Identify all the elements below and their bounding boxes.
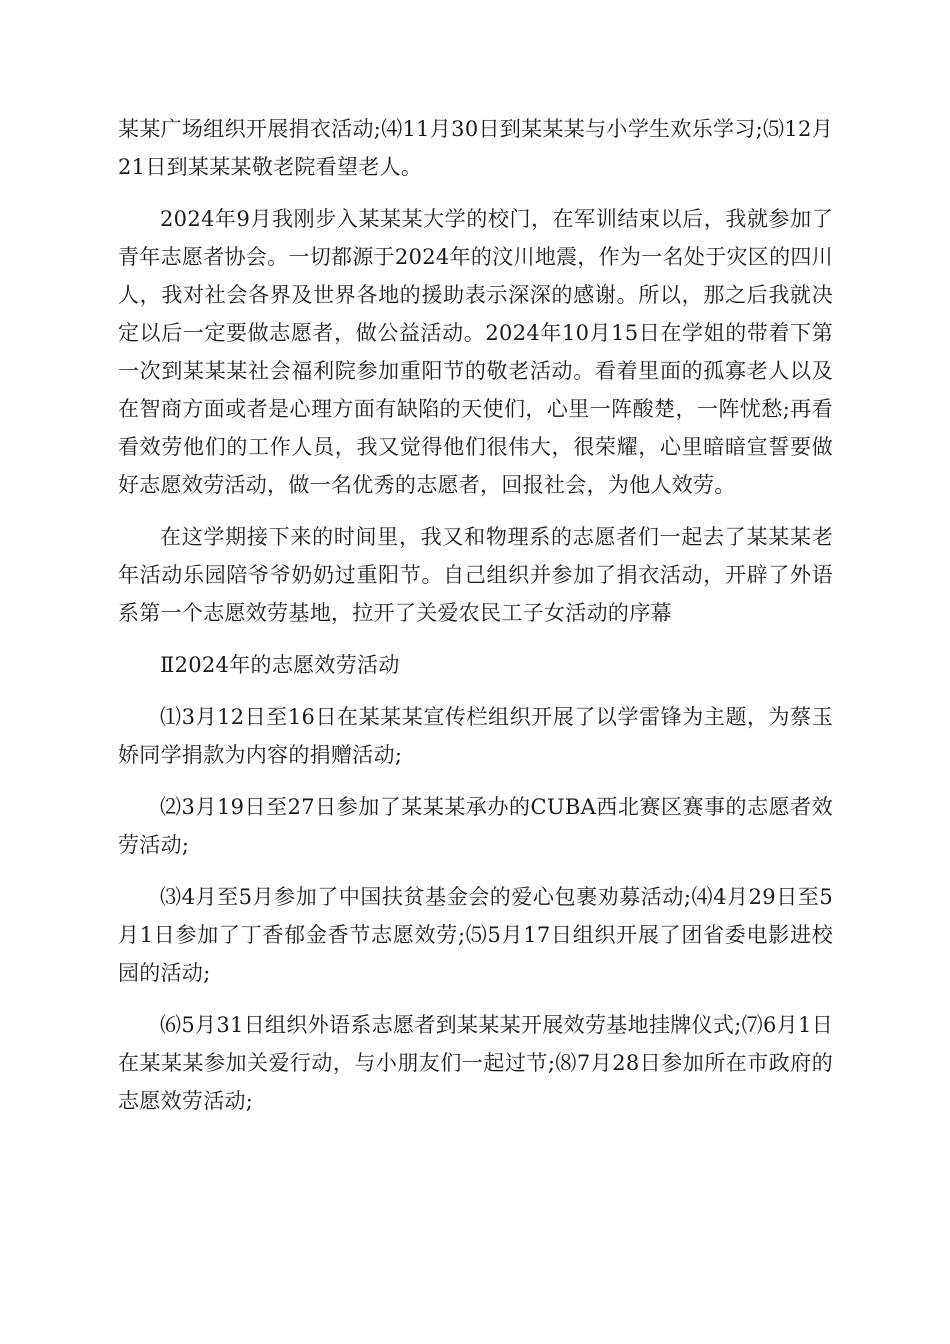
document-body (118, 110, 833, 1120)
section-heading: Ⅱ2024年的志愿效劳活动 (160, 653, 400, 677)
list-item-2: ⑵3月19日至27日参加了某某某承办的CUBA西北赛区赛事的志愿者效劳活动; (118, 795, 833, 857)
list-item-6-8: ⑹5月31日组织外语系志愿者到某某某开展效劳基地挂牌仪式;⑺6月1日在某某某参加关爱行动，与小朋友们一起过节;⑻7月28日参加所在市政府的志愿效劳活动; (118, 1013, 833, 1113)
paragraph-2024-join: 2024年9月我刚步入某某某大学的校门，在军训结束以后，我就参加了青年志愿者协会。一切都源于2024年的汶川地震，作为一名处于灾区的四川人，我对社会各界及世界各地的援助表示深深的感谢。所以，那之后我就决定以后一定要做志愿者，做公益活动。2024年10月15日在学姐的带着下第一次到某某某社会福利院参加重阳节的敬老活动。看着里面的孤寡老人以及在智商方面或者是心理方面有缺陷的天使们，心里一阵酸楚，一阵忧愁;再看看效劳他们的工作人员，我又觉得他们很伟大，很荣耀，心里暗暗宣誓要做好志愿效劳活动，做一名优秀的志愿者，回报社会，为他人效劳。 (118, 207, 833, 497)
list-item-3-5: ⑶4月至5月参加了中国扶贫基金会的爱心包裹劝募活动;⑷4月29日至5月1日参加了丁香郁金香节志愿效劳;⑸5月17日组织开展了团省委电影进校园的活动; (118, 885, 833, 985)
paragraph-semester: 在这学期接下来的时间里，我又和物理系的志愿者们一起去了某某某老年活动乐园陪爷爷奶奶过重阳节。自己组织并参加了捐衣活动，开辟了外语系第一个志愿效劳基地，拉开了关爱农民工子女活动的序幕 (118, 525, 833, 625)
list-item-1: ⑴3月12日至16日在某某某宣传栏组织开展了以学雷锋为主题，为蔡玉娇同学捐款为内容的捐赠活动; (118, 705, 833, 767)
paragraph-continuation: 某某广场组织开展捐衣活动;⑷11月30日到某某某与小学生欢乐学习;⑸12月21日到某某某敬老院看望老人。 (118, 117, 833, 179)
